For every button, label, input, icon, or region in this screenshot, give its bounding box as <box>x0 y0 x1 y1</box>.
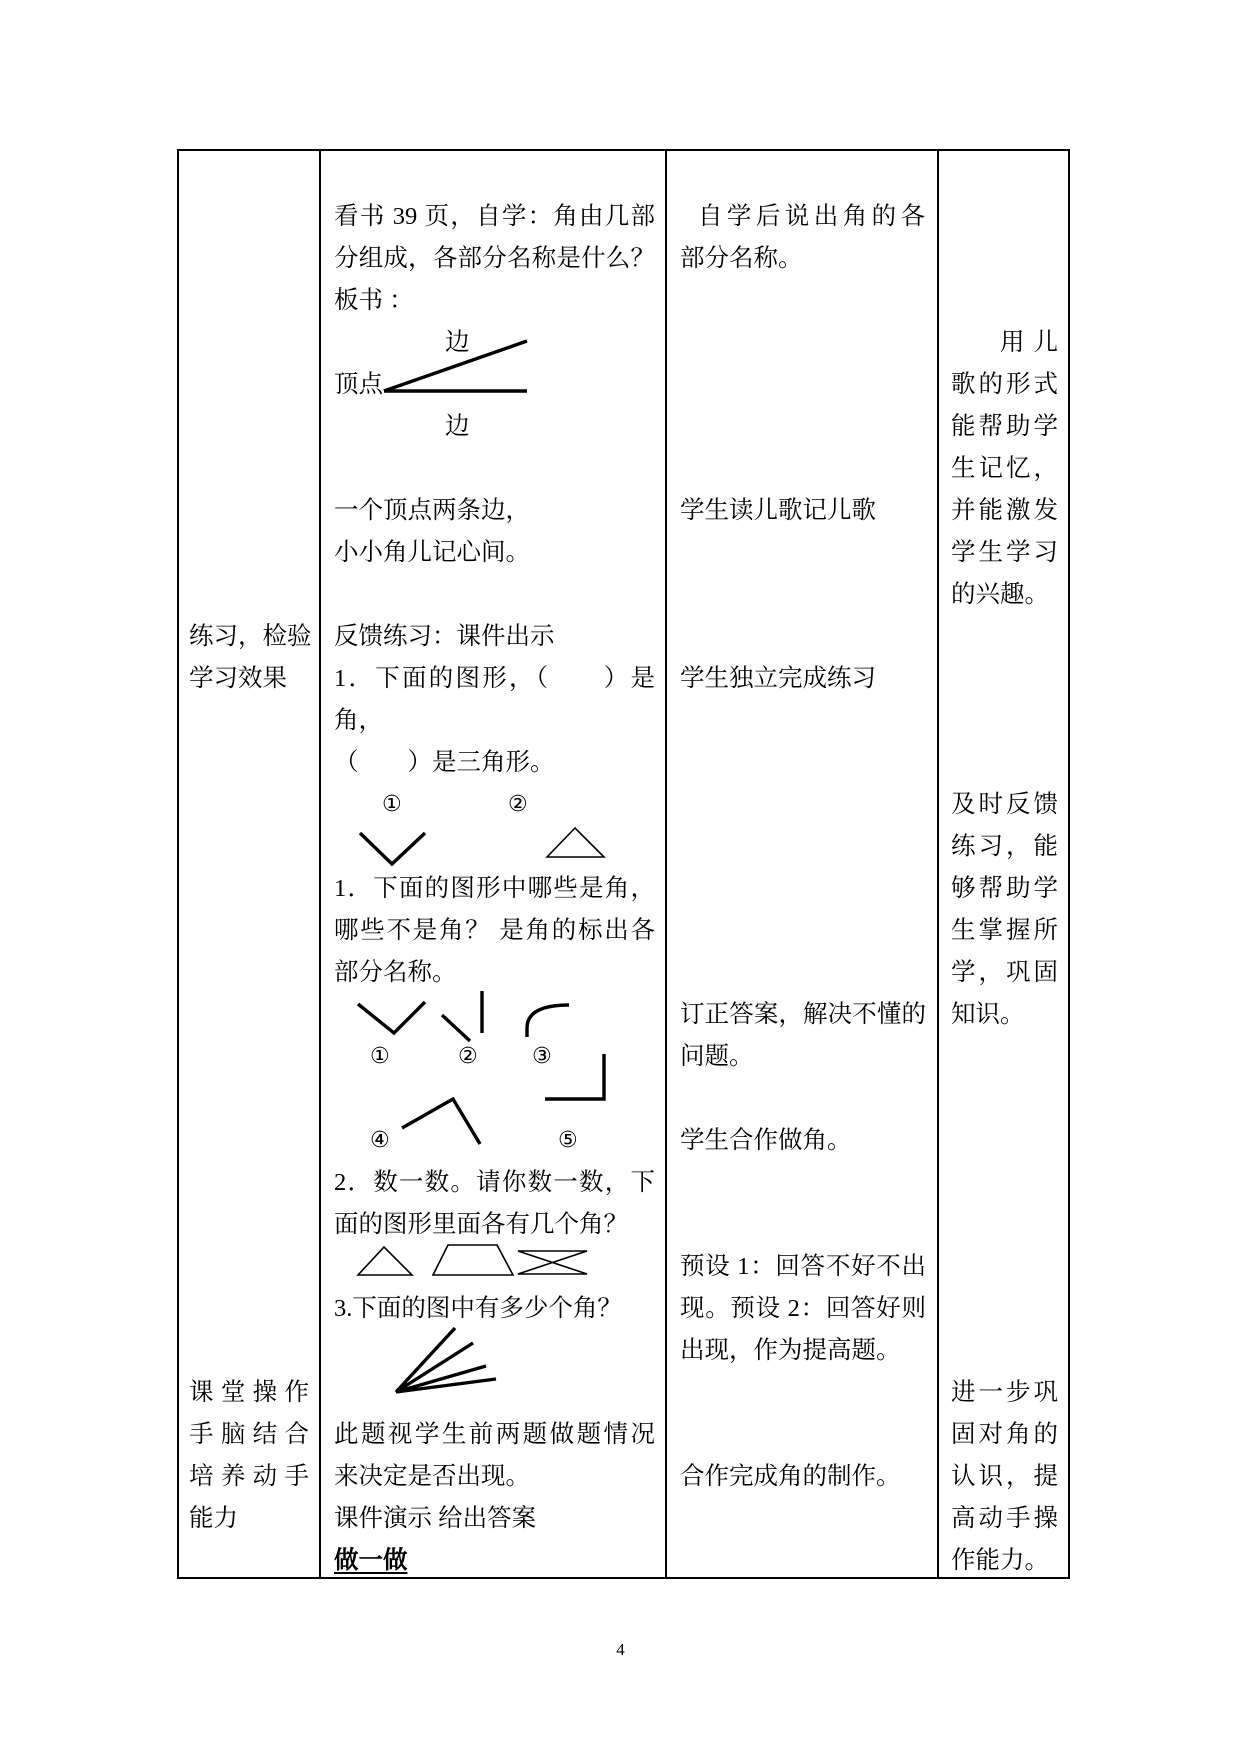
teacher-line: 面的图形里面各有几个角？ <box>334 1211 628 1238</box>
activity-heading: 做一做 <box>334 1547 408 1574</box>
teacher-line: 小小角儿记心间。 <box>334 539 530 566</box>
stage-line: 手脑结合 <box>189 1421 309 1448</box>
intent-line: 歌的形式 <box>951 371 1058 398</box>
figure-marker: ② <box>508 792 528 817</box>
teacher-line: 来决定是否出现。 <box>334 1463 530 1490</box>
intent-line: 学，巩固 <box>951 959 1058 986</box>
ex3-trapezoid <box>433 1245 513 1275</box>
ex3-triangle <box>358 1247 412 1275</box>
student-line: 问题。 <box>680 1043 754 1070</box>
teacher-line: 1．下面的图形中哪些是角， <box>334 875 655 902</box>
student-line: 订正答案，解决不懂的 <box>680 1001 926 1028</box>
intent-line: 作能力。 <box>951 1547 1049 1574</box>
intent-line: 认识，提 <box>951 1463 1058 1490</box>
intent-line: 进一步巩 <box>951 1379 1058 1406</box>
student-line: 自学后说出角的各 <box>698 203 925 230</box>
angle-vertex-label: 顶点 <box>334 371 383 398</box>
stage-line: 练习，检验 <box>189 623 312 650</box>
angle-side-top-line <box>384 341 527 391</box>
stage-line: 学习效果 <box>189 665 287 692</box>
intent-line: 练习，能 <box>951 833 1058 860</box>
teacher-line: 一个顶点两条边， <box>334 497 530 524</box>
figure-marker: ② <box>458 1044 478 1069</box>
ex2-figure-5-right-angle <box>545 1054 604 1099</box>
intent-line: 及时反馈 <box>951 791 1058 818</box>
student-line: 合作完成角的制作。 <box>680 1463 901 1490</box>
ex2-figure-2-slant-line <box>442 1015 470 1041</box>
stage-line: 培养动手 <box>189 1463 309 1490</box>
stage-line: 课堂操作 <box>189 1379 309 1406</box>
intent-line: 高动手操 <box>951 1505 1058 1532</box>
intent-line: 生掌握所 <box>951 917 1058 944</box>
teacher-line: 课件演示 给出答案 <box>334 1505 537 1532</box>
intent-line: 固对角的 <box>951 1421 1058 1448</box>
intent-line: 生记忆， <box>951 455 1058 482</box>
teacher-line: 角， <box>334 707 383 734</box>
student-line: 部分名称。 <box>680 245 803 272</box>
student-line: 学生独立完成练习 <box>680 665 876 692</box>
teacher-line: 哪些不是角？ 是角的标出各 <box>334 917 655 944</box>
figure-marker: ⑤ <box>558 1128 578 1153</box>
ex4-fan-rays <box>396 1328 496 1392</box>
figure-marker: ④ <box>370 1128 390 1153</box>
student-line: 出现，作为提高题。 <box>680 1337 901 1364</box>
ex2-figure-1-angle <box>358 1002 425 1033</box>
intent-line: 知识。 <box>951 1001 1025 1028</box>
figure-marker: ① <box>382 792 402 817</box>
student-line: 学生读儿歌记儿歌 <box>680 497 876 524</box>
ex2-figure-3-arc <box>527 1005 569 1037</box>
angle-side-label-bottom: 边 <box>445 413 470 440</box>
ex1-angle-figure <box>360 833 425 864</box>
teacher-line: 1．下面的图形，（ ）是 <box>334 665 655 692</box>
student-line: 学生合作做角。 <box>680 1127 852 1154</box>
ex3-hourglass <box>518 1251 587 1274</box>
teacher-line: 分组成，各部分名称是什么？ <box>334 245 655 272</box>
figure-marker: ① <box>370 1044 390 1069</box>
teacher-line: 板书 ： <box>334 287 414 314</box>
intent-line: 够帮助学 <box>951 875 1058 902</box>
figure-marker: ③ <box>532 1044 552 1069</box>
intent-line: 的兴趣。 <box>951 581 1049 608</box>
student-line: 现。预设 2：回答好则 <box>680 1295 926 1322</box>
ex2-figure-4-angle <box>402 1099 480 1144</box>
angle-side-label-top: 边 <box>445 329 470 356</box>
teacher-line: 此题视学生前两题做题情况 <box>334 1421 655 1448</box>
teacher-line: 看书 39 页，自学：角由几部 <box>334 203 655 230</box>
teacher-line: 部分名称。 <box>334 959 457 986</box>
teacher-line: 3.下面的图中有多少个角？ <box>334 1295 622 1322</box>
teacher-line: 2．数一数。请你数一数，下 <box>334 1169 655 1196</box>
intent-line: 能帮助学 <box>951 413 1058 440</box>
ex1-triangle-figure <box>547 828 604 857</box>
teacher-line: （ ）是三角形。 <box>334 749 555 776</box>
page-number: 4 <box>616 1640 625 1659</box>
intent-line: 学生学习 <box>951 539 1058 566</box>
stage-line: 能力 <box>189 1505 238 1532</box>
intent-line: 并能激发 <box>951 497 1058 524</box>
intent-line: 用儿 <box>1000 329 1058 356</box>
teacher-line: 反馈练习：课件出示 <box>334 623 555 650</box>
student-line: 预设 1：回答不好不出 <box>680 1253 926 1280</box>
